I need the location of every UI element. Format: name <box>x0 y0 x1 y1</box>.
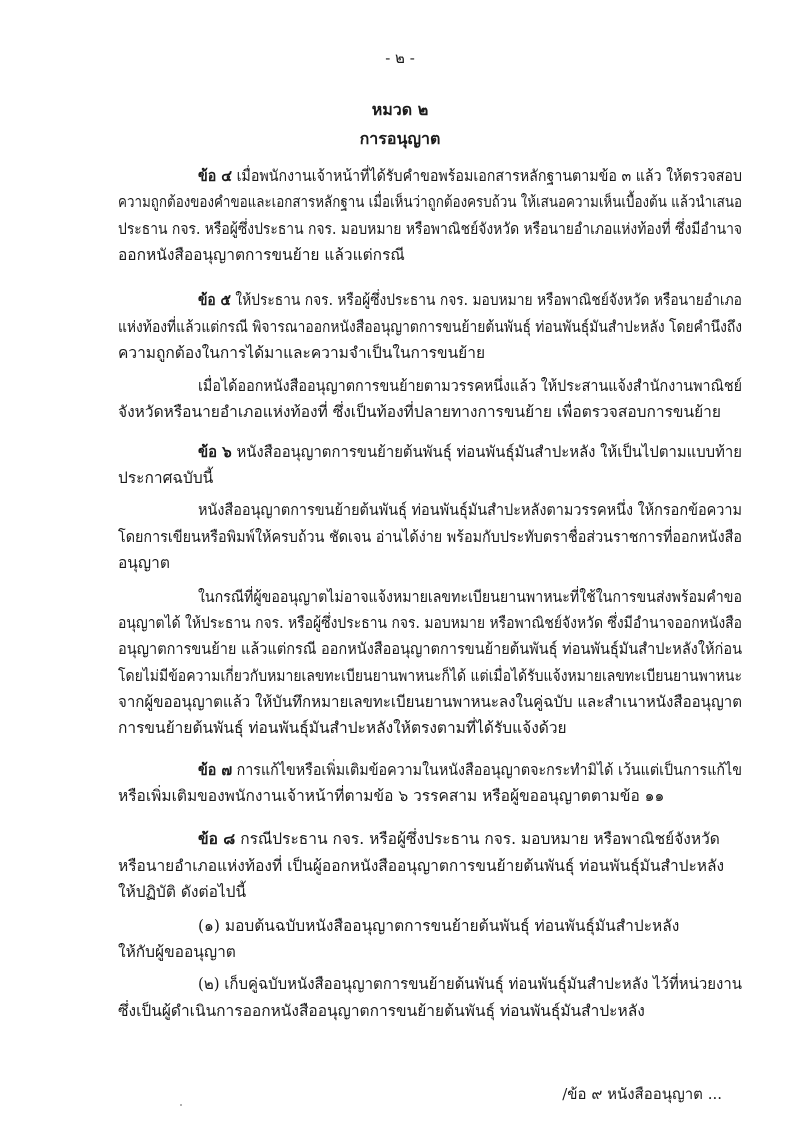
clause-8-line-3: ให้ปฏิบัติ ดังต่อไปนี้ <box>118 883 247 901</box>
clause-6-para3-line-6: การขนย้ายต้นพันธุ์ ท่อนพันธุ์มันสำปะหลังให้ตรงตามที่ได้รับแจ้งด้วย <box>118 719 567 737</box>
clause-8-line-1: กรณีประธาน กจร. หรือผู้ซึ่งประธาน กจร. มอบหมาย หรือพาณิชย์จังหวัด <box>240 830 720 848</box>
continuation-note: /ข้อ ๙ หนังสืออนุญาต ... <box>562 1085 722 1103</box>
clause-4-line-1: เมื่อพนักงานเจ้าหน้าที่ได้รับคำขอพร้อมเอกสารหลักฐานตามข้อ ๓ แล้ว ให้ตรวจสอบ <box>236 167 743 185</box>
clause-6-para2-line-3: อนุญาต <box>118 554 170 572</box>
clause-6-para3-line-3: อนุญาตการขนย้าย แล้วแต่กรณี ออกหนังสืออนุญาตการขนย้ายต้นพันธุ์ ท่อนพันธุ์มันสำปะหลังให้ก่อน <box>118 640 742 658</box>
clause-4-line-3: ประธาน กจร. หรือผู้ซึ่งประธาน กจร. มอบหมาย หรือพาณิชย์จังหวัด หรือนายอำเภอแห่งท้องที่ ซึ่งมีอำนาจ <box>118 220 743 238</box>
clause-6-para2-line-2: โดยการเขียนหรือพิมพ์ให้ครบถ้วน ชัดเจน อ่านได้ง่าย พร้อมกับประทับตราชื่อส่วนราชการที่ออกหนังสือ <box>118 528 742 546</box>
chapter-subtitle: การอนุญาต <box>359 129 441 148</box>
clause-5-para2-line-1: เมื่อได้ออกหนังสืออนุญาตการขนย้ายตามวรรคหนึ่งแล้ว ให้ประสานแจ้งสำนักงานพาณิชย์ <box>198 377 743 395</box>
scan-speck <box>180 1104 182 1106</box>
clause-6-label: ข้อ ๖ <box>198 442 232 461</box>
clause-7-line-2: หรือเพิ่มเติมของพนักงานเจ้าหน้าที่ตามข้อ ๖ วรรคสาม หรือผู้ขออนุญาตตามข้อ ๑๑ <box>118 787 665 805</box>
clause-5-label: ข้อ ๕ <box>198 290 231 309</box>
clause-8-label: ข้อ ๘ <box>198 829 236 848</box>
clause-7-label: ข้อ ๗ <box>198 760 233 779</box>
clause-4-line-4: ออกหนังสืออนุญาตการขนย้าย แล้วแต่กรณี <box>118 246 405 264</box>
clause-5-line-3: ความถูกต้องในการได้มาและความจำเป็นในการขนย้าย <box>118 344 486 362</box>
clause-6-para3-line-1: ในกรณีที่ผู้ขออนุญาตไม่อาจแจ้งหมายเลขทะเบียนยานพาหนะที่ใช้ในการขนส่งพร้อมคำขอ <box>198 588 742 606</box>
clause-6-para2-line-1: หนังสืออนุญาตการขนย้ายต้นพันธุ์ ท่อนพันธุ์มันสำปะหลังตามวรรคหนึ่ง ให้กรอกข้อความ <box>198 501 742 519</box>
clause-4-label: ข้อ ๔ <box>198 166 233 185</box>
clause-4-line-2: ความถูกต้องของคำขอและเอกสารหลักฐาน เมื่อเห็นว่าถูกต้องครบถ้วน ให้เสนอความเห็นเบื้องต้น แล้วนำเสนอ <box>118 193 743 211</box>
clause-6-para3-line-4: โดยไม่มีข้อความเกี่ยวกับหมายเลขทะเบียนยานพาหนะก็ได้ แต่เมื่อได้รับแจ้งหมายเลขทะเบียนยานพาหนะ <box>118 667 742 685</box>
clause-6-para3-line-2: อนุญาตได้ ให้ประธาน กจร. หรือผู้ซึ่งประธาน กจร. มอบหมาย หรือพาณิชย์จังหวัด ซึ่งมีอำนาจออกหนังสือ <box>118 614 743 632</box>
page-number: - ๒ - <box>385 49 415 67</box>
clause-5-line-2: แห่งท้องที่แล้วแต่กรณี พิจารณาออกหนังสืออนุญาตการขนย้ายต้นพันธุ์ ท่อนพันธุ์มันสำปะหลัง โดยคำนึงถึง <box>118 318 743 336</box>
clause-8-item-2-line-1: (๒) เก็บคู่ฉบับหนังสืออนุญาตการขนย้ายต้นพันธุ์ ท่อนพันธุ์มันสำปะหลัง ไว้ที่หน่วยงาน <box>198 975 742 993</box>
clause-5-line-1: ให้ประธาน กจร. หรือผู้ซึ่งประธาน กจร. มอบหมาย หรือพาณิชย์จังหวัด หรือนายอำเภอ <box>235 291 742 309</box>
chapter-title: หมวด ๒ <box>371 100 429 119</box>
clause-8-line-2: หรือนายอำเภอแห่งท้องที่ เป็นผู้ออกหนังสืออนุญาตการขนย้ายต้นพันธุ์ ท่อนพันธุ์มันสำปะหลัง <box>118 857 725 875</box>
clause-6-line-2: ประกาศฉบับนี้ <box>118 469 214 487</box>
clause-8-item-1-line-1: (๑) มอบต้นฉบับหนังสืออนุญาตการขนย้ายต้นพันธุ์ ท่อนพันธุ์มันสำปะหลัง <box>198 917 680 935</box>
clause-8-item-1-line-2: ให้กับผู้ขออนุญาต <box>118 943 236 961</box>
clause-8-item-2-line-2: ซึ่งเป็นผู้ดำเนินการออกหนังสืออนุญาตการขนย้ายต้นพันธุ์ ท่อนพันธุ์มันสำปะหลัง <box>118 1002 645 1020</box>
clause-5-para2-line-2: จังหวัดหรือนายอำเภอแห่งท้องที่ ซึ่งเป็นท้องที่ปลายทางการขนย้าย เพื่อตรวจสอบการขนย้าย <box>118 403 721 421</box>
clause-6-line-1: หนังสืออนุญาตการขนย้ายต้นพันธุ์ ท่อนพันธุ์มันสำปะหลัง ให้เป็นไปตามแบบท้าย <box>236 443 742 461</box>
clause-6-para3-line-5: จากผู้ขออนุญาตแล้ว ให้บันทึกหมายเลขทะเบียนยานพาหนะลงในคู่ฉบับ และสำเนาหนังสืออนุญาต <box>118 693 742 711</box>
clause-7-line-1: การแก้ไขหรือเพิ่มเติมข้อความในหนังสืออนุญาตจะกระทำมิได้ เว้นแต่เป็นการแก้ไข <box>236 761 743 779</box>
